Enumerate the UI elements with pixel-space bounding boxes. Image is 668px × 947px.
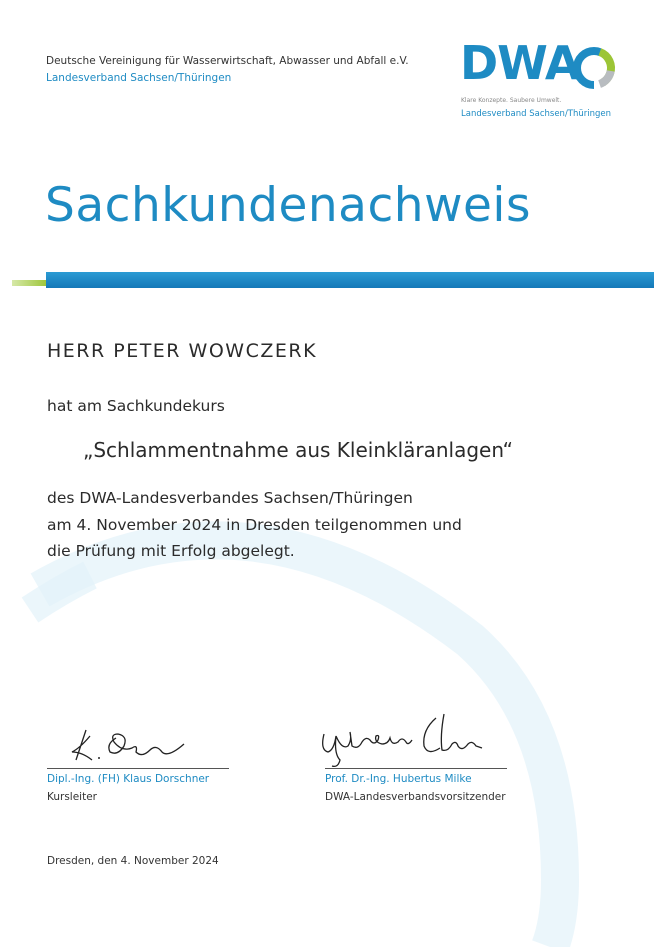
body-text	[47, 485, 462, 565]
body-line: des DWA-Landesverbandes Sachsen/Thüringen	[47, 489, 413, 507]
org-name: Deutsche Vereinigung für Wasserwirtschaft, Abwasser und Abfall e.V.	[46, 55, 409, 67]
place-date: Dresden, den 4. November 2024	[47, 855, 219, 867]
signatory-role: Kursleiter	[47, 791, 97, 803]
signatory-name: Prof. Dr.-Ing. Hubertus Milke	[325, 773, 472, 785]
document-title: Sachkundenachweis	[45, 178, 531, 233]
signature-milke	[318, 706, 488, 772]
signature-line	[325, 768, 507, 769]
signature-dorschner	[58, 722, 198, 770]
signatory-role: DWA-Landesverbandsvorsitzender	[325, 791, 506, 803]
logo-region: Landesverband Sachsen/Thüringen	[461, 109, 612, 119]
body-line: am 4. November 2024 in Dresden teilgenommen und	[47, 515, 462, 534]
body-line: die Prüfung mit Erfolg abgelegt.	[47, 542, 295, 560]
accent-bar-blue	[46, 272, 654, 288]
recipient-name: HERR PETER WOWCZERK	[47, 340, 318, 362]
logo-slogan: Klare Konzepte. Saubere Umwelt.	[461, 97, 562, 104]
signatory-name: Dipl.-Ing. (FH) Klaus Dorschner	[47, 773, 210, 785]
logo-ring-icon	[570, 44, 618, 92]
dwa-logo	[460, 36, 630, 120]
intro-text: hat am Sachkundekurs	[47, 397, 225, 415]
signature-line	[47, 768, 229, 769]
course-title: „Schlammentnahme aus Kleinkläranlagen“	[83, 438, 513, 462]
org-region: Landesverband Sachsen/Thüringen	[46, 72, 232, 84]
accent-bar-green	[12, 280, 48, 286]
logo-wordmark: DWA	[460, 36, 580, 90]
